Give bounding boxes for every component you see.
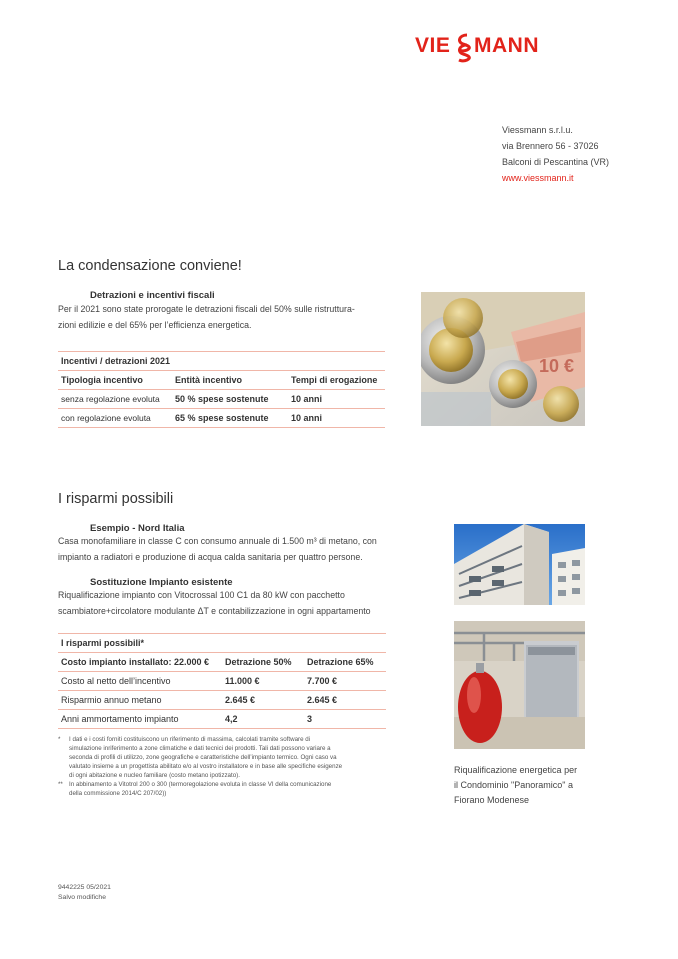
document-code: 9442225 05/2021 — [58, 884, 111, 891]
sostituzione-text-line-1: Riqualificazione impianto con Vitocrossal 100 C1 da 80 kW con pacchetto — [58, 590, 345, 600]
footnote-1-line: seconda di profili di utilizzo, zone geografiche e caratteristiche dell’impianto termico. Ogni caso va — [69, 754, 337, 761]
footnote-2-line: della commissione 2014/C 207/02)) — [69, 790, 167, 797]
svg-text:VIE: VIE — [415, 34, 451, 57]
caption-line-2: il Condominio "Panoramico" a — [454, 780, 573, 790]
detrazioni-paragraph — [58, 302, 355, 333]
esempio-paragraph — [58, 534, 377, 565]
incentivi-table-title: Incentivi / detrazioni 2021 — [58, 352, 385, 371]
table-row — [58, 409, 385, 428]
table-header: Tempi di erogazione — [291, 371, 385, 390]
building-photo — [454, 524, 585, 605]
table-row — [58, 691, 386, 710]
euro-coins-photo — [421, 292, 585, 426]
table-header: Detrazione 50% — [225, 653, 307, 672]
table-cell: 4,2 — [225, 710, 307, 729]
footnote-1-line: I dati e i costi forniti costituiscono un riferimento di massima, calcolati tramite software di — [69, 736, 311, 743]
viessmann-logo — [415, 30, 573, 66]
website-link[interactable]: www.viessmann.it — [502, 173, 574, 183]
esempio-text-line-2: impianto a radiatori e produzione di acqua calda sanitaria per quattro persone. — [58, 551, 363, 562]
incentivi-table — [58, 351, 385, 428]
table-cell: 10 anni — [291, 409, 385, 428]
risparmi-table-title: I risparmi possibili* — [58, 634, 386, 653]
table-cell: 2.645 € — [225, 691, 307, 710]
table-cell: Costo al netto dell’incentivo — [58, 672, 225, 691]
svg-text:MANN: MANN — [474, 34, 539, 57]
table-row — [58, 390, 385, 409]
svg-text:10 €: 10 € — [539, 356, 575, 376]
subtitle-esempio: Esempio - Nord Italia — [90, 523, 185, 534]
table-cell: Anni ammortamento impianto — [58, 710, 225, 729]
table-cell: 11.000 € — [225, 672, 307, 691]
footnote-1-line: valutato insieme a un progettista abilitato e/o al vostro installatore e in base alle specifiche esigenze — [69, 763, 343, 770]
sostituzione-text-line-2: scambiatore+circolatore modulante ΔT e contabilizzazione in ogni appartamento — [58, 605, 371, 616]
caption-line-1: Riqualificazione energetica per — [454, 765, 578, 775]
table-cell: con regolazione evoluta — [58, 409, 175, 428]
table-cell: 7.700 € — [307, 672, 386, 691]
caption-line-3: Fiorano Modenese — [454, 795, 530, 805]
footnote-2-line: In abbinamento a Vitotrol 200 o 300 (termoregolazione evoluta in classe VI della comunicazione — [69, 781, 332, 788]
sostituzione-paragraph — [58, 588, 371, 619]
document-info — [58, 883, 111, 903]
section-title-condensazione: La condensazione conviene! — [58, 258, 242, 274]
subtitle-sostituzione: Sostituzione Impianto esistente — [90, 577, 233, 588]
footnote-1 — [58, 735, 378, 780]
table-cell: 50 % spese sostenute — [175, 390, 291, 409]
risparmi-table — [58, 633, 386, 729]
footnotes — [58, 735, 378, 798]
footnote-2 — [58, 780, 378, 798]
company-address — [502, 122, 609, 186]
detrazioni-text-line-1: Per il 2021 sono state prorogate le detrazioni fiscali del 50% sulle ristruttura- — [58, 304, 355, 314]
address-line-3: Balconi di Pescantina (VR) — [502, 157, 610, 167]
table-cell: senza regolazione evoluta — [58, 390, 175, 409]
footnote-1-line: simulazione inriferimento a zone climatiche e dati tecnici dei prodotti. Tali dati possono variare a — [69, 745, 331, 752]
boiler-room-photo — [454, 621, 585, 749]
table-header: Detrazione 65% — [307, 653, 386, 672]
esempio-text-line-1: Casa monofamiliare in classe C con consumo annuale di 1.500 m³ di metano, con — [58, 536, 377, 546]
table-row — [58, 672, 386, 691]
address-line-2: via Brennero 56 - 37026 — [502, 141, 599, 151]
table-header: Tipologia incentivo — [58, 371, 175, 390]
address-line-1: Viessmann s.r.l.u. — [502, 125, 573, 135]
table-cell: 10 anni — [291, 390, 385, 409]
footnote-2-mark: ** — [58, 781, 63, 788]
table-header: Costo impianto installato: 22.000 € — [58, 653, 225, 672]
table-cell: 3 — [307, 710, 386, 729]
footnote-1-line: di ogni abitazione e nucleo familiare (costo metano ipotizzato). — [69, 772, 240, 779]
table-cell: 65 % spese sostenute — [175, 409, 291, 428]
footnote-1-mark: * — [58, 736, 61, 743]
detrazioni-text-line-2: zioni edilizie e del 65% per l’efficienza energetica. — [58, 319, 252, 330]
document-note: Salvo modifiche — [58, 894, 106, 901]
section-title-risparmi: I risparmi possibili — [58, 491, 174, 507]
table-row — [58, 710, 386, 729]
table-header: Entità incentivo — [175, 371, 291, 390]
table-cell: 2.645 € — [307, 691, 386, 710]
subtitle-detrazioni: Detrazioni e incentivi fiscali — [90, 290, 215, 301]
photo-caption — [454, 763, 577, 808]
table-cell: Risparmio annuo metano — [58, 691, 225, 710]
